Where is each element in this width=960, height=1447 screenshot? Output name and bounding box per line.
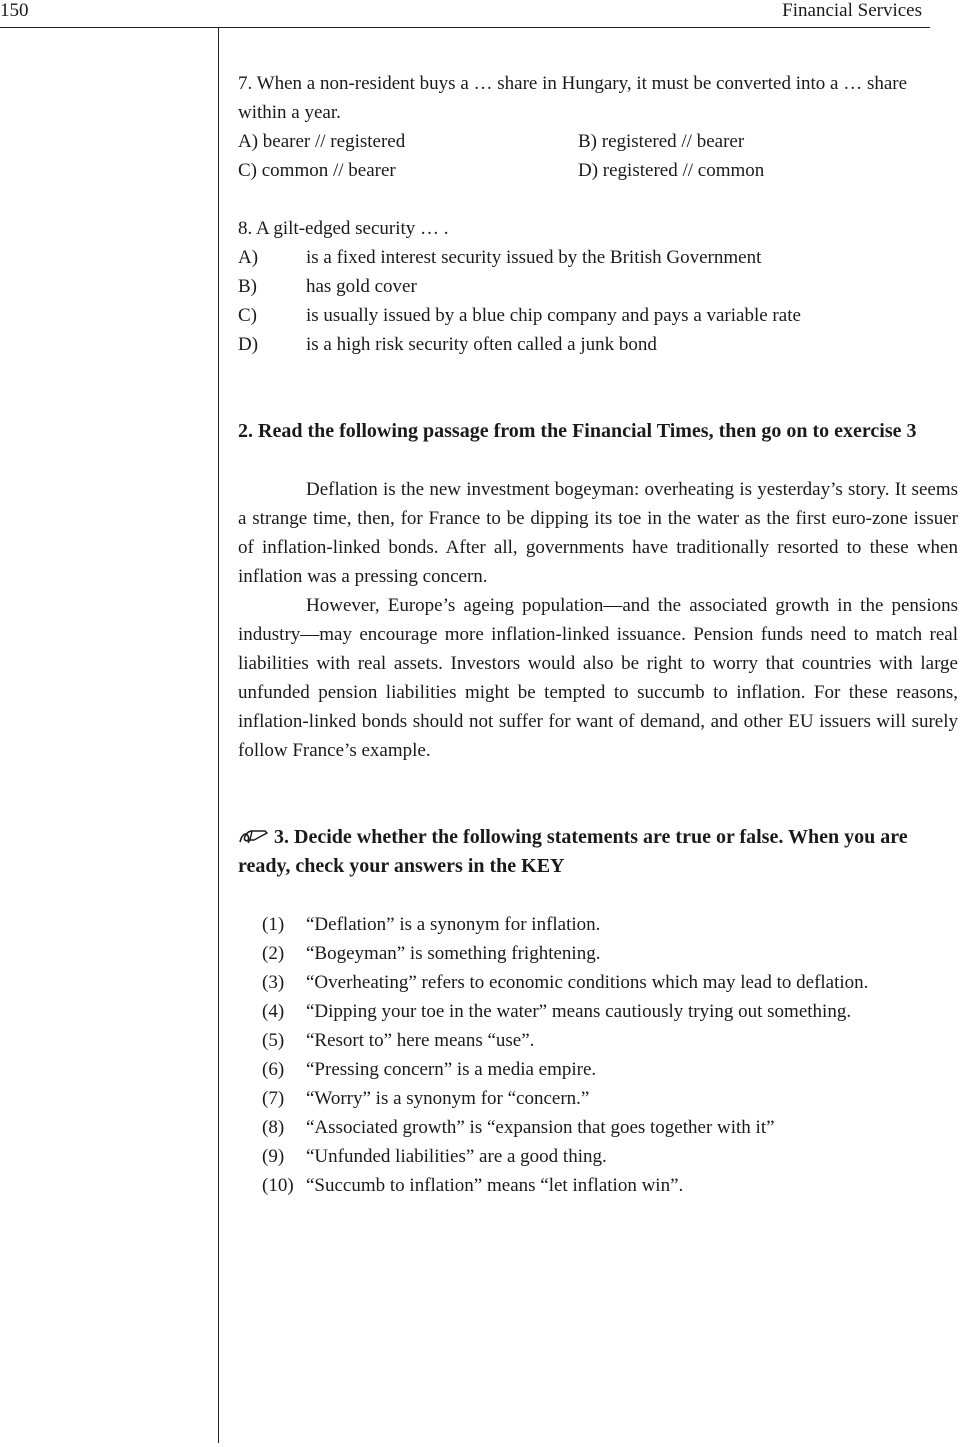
statement-item [262, 910, 958, 939]
statement-text: “Bogeyman” is something frightening. [306, 943, 601, 964]
option-letter: C) [238, 305, 257, 326]
option-row [238, 156, 958, 185]
statement-number: (6) [262, 1059, 285, 1080]
statement-number: (3) [262, 972, 285, 993]
ft-passage [238, 475, 958, 765]
statement-number: (9) [262, 1146, 285, 1167]
statement-number: (7) [262, 1088, 285, 1109]
option-b [238, 272, 958, 301]
option-text: is usually issued by a blue chip company and pays a variable rate [306, 305, 801, 326]
statement-text: “Dipping your toe in the water” means cautiously trying out something. [306, 1001, 852, 1022]
statement-list [238, 910, 958, 1200]
question-8 [238, 214, 958, 359]
statement-number: (10) [262, 1175, 294, 1196]
statement-item [262, 968, 958, 997]
statement-item [262, 1026, 958, 1055]
statement-number: (1) [262, 914, 285, 935]
option-row [238, 127, 958, 156]
statement-text: “Deflation” is a synonym for inflation. [306, 914, 601, 935]
section-heading [238, 823, 958, 881]
option-d [238, 330, 958, 359]
statement-item [262, 1084, 958, 1113]
section-3 [238, 823, 958, 1200]
question-stem: 8. A gilt-edged security … . [238, 218, 449, 239]
statement-item [262, 1171, 958, 1200]
option-text: is a high risk security often called a junk bond [306, 334, 657, 355]
statement-item [262, 1113, 958, 1142]
passage-paragraph: However, Europe’s ageing population—and the associated growth in the pensions industry—may encourage more inflation-linked issuance. Pension funds need to match real liabilities with real assets. Investors would also be right to worry that countries with large unfunded pension liabilities might be tempted to succumb to inflation. For these reasons, inflation-linked bonds should not suffer for want of demand, and other EU issuers will surely follow France’s example. [238, 595, 958, 761]
page-header [0, 0, 930, 28]
section-heading-text: 3. Decide whether the following statements are true or false. When you are ready, check your answers in the KEY [238, 826, 908, 877]
option-a: A) bearer // registered [238, 131, 406, 152]
option-c [238, 301, 958, 330]
margin-rule [218, 28, 219, 1443]
statement-text: “Unfunded liabilities” are a good thing. [306, 1146, 607, 1167]
question-7 [238, 69, 958, 185]
section-2 [238, 417, 958, 765]
option-text: is a fixed interest security issued by the British Government [306, 247, 762, 268]
option-b: B) registered // bearer [578, 131, 745, 152]
page-content [238, 69, 958, 1200]
statement-number: (4) [262, 1001, 285, 1022]
passage-paragraph: Deflation is the new investment bogeyman: overheating is yesterday’s story. It seems a strange time, then, for France to be dipping its toe in the water as the first euro-zone issuer of inflation-linked bonds. After all, governments have traditionally resorted to these when inflation was a pressing concern. [238, 479, 958, 587]
option-letter: A) [238, 247, 259, 268]
question-stem: 7. When a non-resident buys a … share in Hungary, it must be converted into a … share within a year. [238, 73, 908, 123]
statement-number: (8) [262, 1117, 285, 1138]
option-text: has gold cover [306, 276, 417, 297]
option-letter: D) [238, 334, 259, 355]
pencil-icon [238, 824, 268, 840]
statement-item [262, 939, 958, 968]
statement-number: (2) [262, 943, 285, 964]
statement-text: “Worry” is a synonym for “concern.” [306, 1088, 590, 1109]
statement-text: “Pressing concern” is a media empire. [306, 1059, 597, 1080]
option-letter: B) [238, 276, 257, 297]
statement-item [262, 1055, 958, 1084]
section-heading: 2. Read the following passage from the Financial Times, then go on to exercise 3 [238, 420, 917, 442]
option-a [238, 243, 958, 272]
statement-item [262, 1142, 958, 1171]
statement-text: “Succumb to inflation” means “let inflation win”. [306, 1175, 684, 1196]
statement-text: “Associated growth” is “expansion that goes together with it” [306, 1117, 775, 1138]
statement-text: “Overheating” refers to economic conditions which may lead to deflation. [306, 972, 869, 993]
running-title: Financial Services [782, 0, 922, 21]
page-number: 150 [0, 0, 29, 21]
statement-item [262, 997, 958, 1026]
option-c: C) common // bearer [238, 160, 396, 181]
statement-text: “Resort to” here means “use”. [306, 1030, 535, 1051]
statement-number: (5) [262, 1030, 285, 1051]
option-d: D) registered // common [578, 160, 765, 181]
